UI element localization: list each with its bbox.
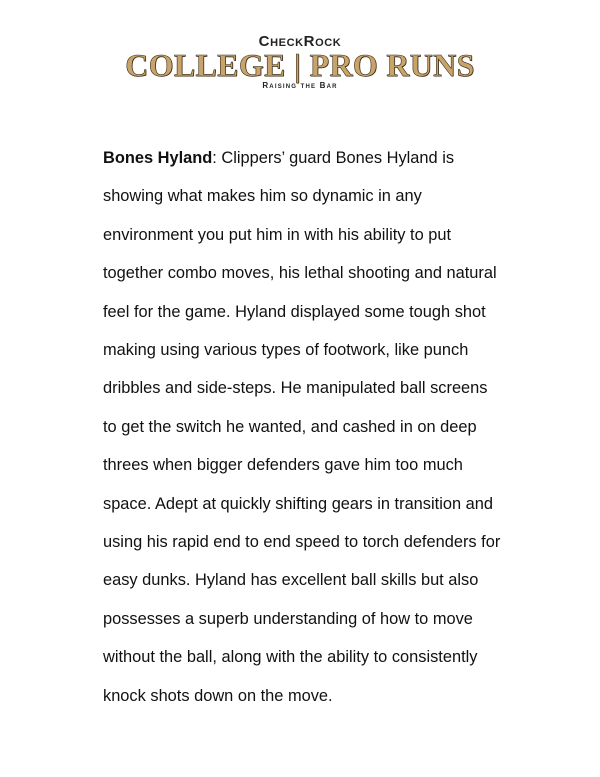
brand-top-text: CheckRock xyxy=(258,33,342,50)
player-name: Bones Hyland xyxy=(103,149,213,167)
report-paragraph xyxy=(103,139,501,715)
scouting-report xyxy=(103,139,501,715)
page-header xyxy=(0,0,600,100)
brand-tagline: Raising the Bar xyxy=(262,81,338,90)
name-separator: : xyxy=(212,149,222,167)
report-body: Clippers’ guard Bones Hyland is showing what makes him so dynamic in any environment you put him in with his ability to put together combo moves, his lethal shooting and natural feel for the game. Hyland displayed some tough shot making using various types of footwork, like punch dribbles and side-steps. He manipulated ball screens to get the switch he wanted, and cashed in on deep threes when bigger defenders gave him too much space. Adept at quickly shifting gears in transition and using his rapid end to end speed to torch defenders for easy dunks. Hyland has excellent ball skills but also possesses a superb understanding of how to move without the ball, along with the ability to consistently knock shots down on the move. xyxy=(103,149,501,705)
brand-logo-title: COLLEGE | PRO RUNS xyxy=(125,47,475,83)
